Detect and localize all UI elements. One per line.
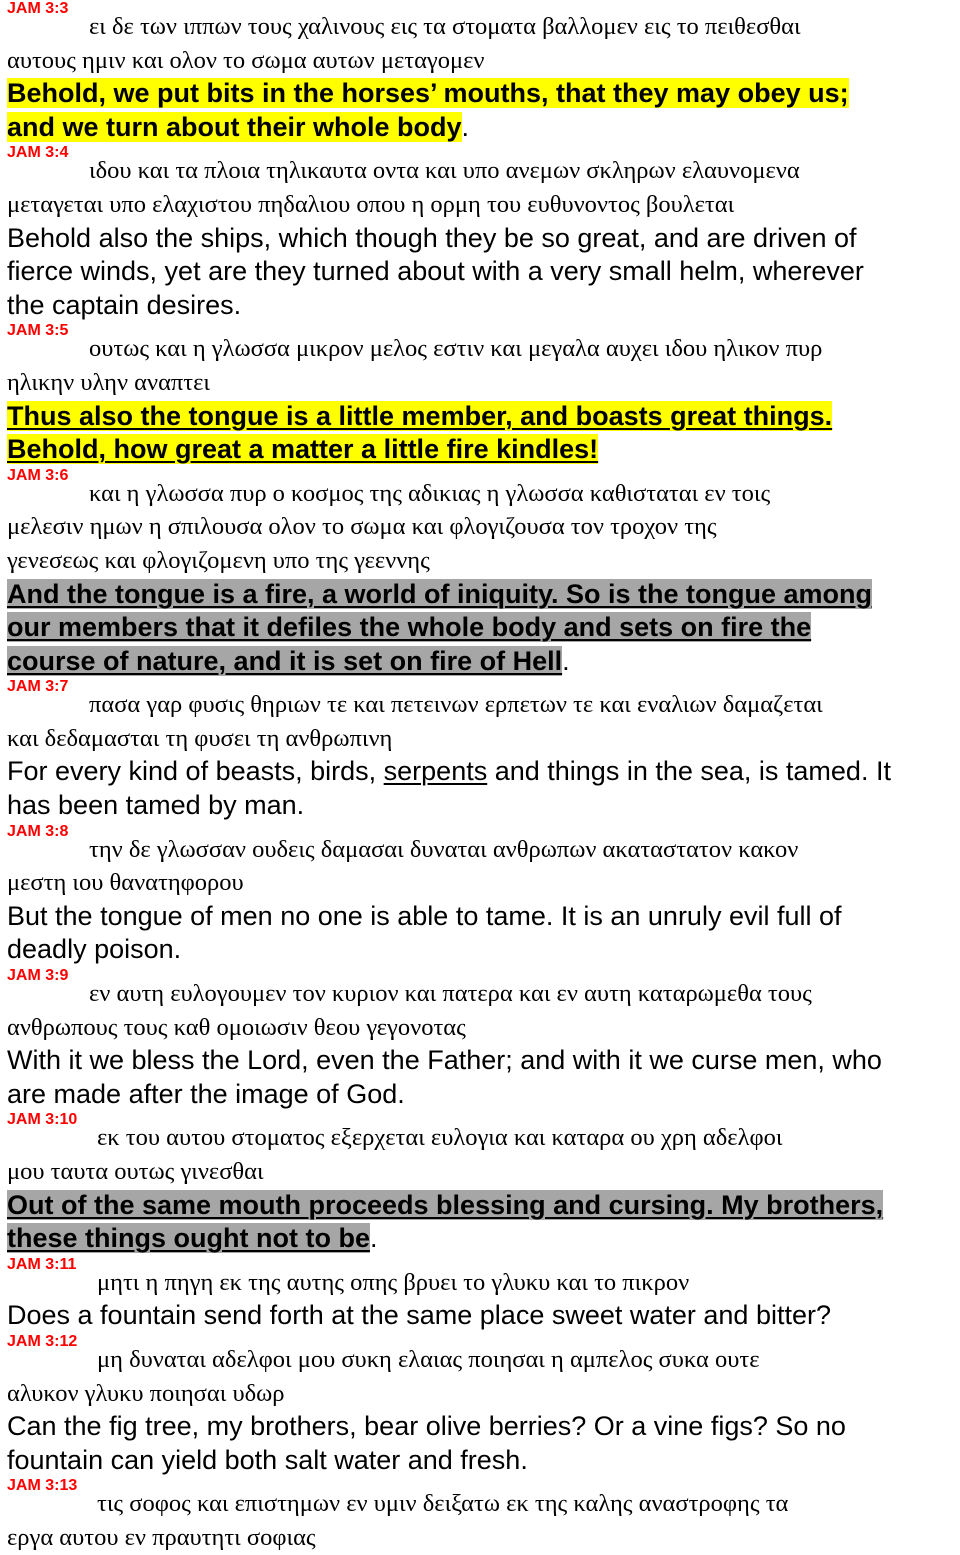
english-text-line: the captain desires.	[7, 289, 242, 320]
yellow-highlighted-text: Behold, how great a matter a little fire kindles!	[7, 434, 599, 465]
greek-text-line: ει δε των ιππων τους χαλινους εις τα στοματα βαλλομεν εις το πειθεσθαι	[89, 13, 801, 40]
greek-text-line: μεστη ιου θανατηφορου	[7, 869, 244, 897]
english-text-line: But the tongue of men no one is able to tame. It is an unruly evil full of	[7, 900, 842, 931]
verse-reference: JAM 3:13	[7, 1477, 78, 1495]
verse-reference: JAM 3:11	[7, 1255, 77, 1273]
greek-text-line: μελεσιν ημων η σπιλουσα ολον το σωμα και φλογιζουσα τον τροχον της	[7, 513, 717, 541]
yellow-highlighted-text: and we turn about their whole body	[7, 111, 462, 142]
english-text-line	[7, 578, 957, 612]
verse-block	[7, 0, 957, 144]
document-page	[7, 0, 957, 1555]
english-text-line: With it we bless the Lord, even the Father; and with it we curse men, who	[7, 1045, 882, 1076]
yellow-highlighted-text: Thus also the tongue is a little member, and boasts great things.	[7, 400, 833, 431]
underlined-word: serpents	[383, 756, 488, 787]
greek-text-line: μου ταυτα ουτως γινεσθαι	[7, 1158, 264, 1185]
greek-text-line: τις σοφος και επιστημων εν υμιν δειξατω εκ της καλης αναστροφης τα	[97, 1490, 789, 1518]
verse-reference: JAM 3:9	[7, 967, 69, 985]
greek-text-line: γενεσεως και φλογιζομενη υπο της γεεννης	[7, 546, 430, 574]
gray-highlighted-text: Out of the same mouth proceeds blessing and cursing. My brothers,	[7, 1189, 884, 1220]
english-text-line: fountain can yield both salt water and fresh.	[7, 1444, 528, 1475]
english-text-line	[7, 433, 957, 467]
greek-text-line: και η γλωσσα πυρ ο κοσμος της αδικιας η γλωσσα καθισταται εν τοις	[89, 479, 771, 507]
punctuation: .	[369, 1223, 378, 1254]
greek-text-line: ιδου και τα πλοια τηλικαυτα οντα και υπο ανεμων σκληρων ελαυνομενα	[89, 157, 800, 185]
verse-block	[7, 1333, 957, 1477]
english-text-line	[7, 755, 957, 789]
verse-reference: JAM 3:4	[7, 144, 69, 162]
verse-reference: JAM 3:8	[7, 822, 69, 840]
english-text-line: are made after the image of God.	[7, 1078, 405, 1109]
greek-text-line: ηλικην υλην αναπτει	[7, 368, 210, 396]
greek-text-line: αυτους ημιν και ολον το σωμα αυτων μεταγομεν	[7, 46, 485, 74]
greek-text-line: εργα αυτου εν πραυτητι σοφιας	[7, 1523, 316, 1551]
verse-reference: JAM 3:12	[7, 1332, 78, 1350]
english-text-segment: and things in the sea, is tamed. It	[487, 756, 891, 787]
greek-text-line: και δεδαμασται τη φυσει τη ανθρωπινη	[7, 724, 393, 752]
english-text-line	[7, 1189, 957, 1223]
english-text-line	[7, 645, 957, 679]
english-text-line	[7, 611, 957, 645]
greek-text-line: ουτως και η γλωσσα μικρον μελος εστιν και μεγαλα αυχει ιδου ηλικον πυρ	[89, 335, 823, 363]
verse-reference: JAM 3:10	[7, 1111, 78, 1129]
verse-reference: JAM 3:6	[7, 466, 69, 484]
verse-block	[7, 322, 957, 466]
gray-highlighted-text: course of nature, and it is set on fire of Hell	[7, 645, 563, 676]
english-text-line: Behold also the ships, which though they be so great, and are driven of	[7, 222, 857, 253]
english-text-line: fierce winds, yet are they turned about with a very small helm, wherever	[7, 256, 864, 287]
verse-block	[7, 467, 957, 679]
greek-text-line: μη δυναται αδελφοι μου συκη ελαιας ποιησαι η αμπελος συκα ουτε	[97, 1345, 760, 1373]
greek-text-line: εκ του αυτου στοματος εξερχεται ευλογια και καταρα ου χρη αδελφοι	[97, 1124, 783, 1152]
verse-block	[7, 678, 957, 822]
verse-block	[7, 1256, 957, 1333]
gray-highlighted-text: our members that it defiles the whole body and sets on fire the	[7, 612, 812, 643]
verse-block	[7, 144, 957, 322]
greek-text-line: μεταγεται υπο ελαχιστου πηδαλιου οπου η ορμη του ευθυνοντος βουλεται	[7, 190, 735, 218]
gray-highlighted-text: And the tongue is a fire, a world of iniquity. So is the tongue among	[7, 578, 873, 609]
verse-block	[7, 967, 957, 1111]
english-text-line: Does a fountain send forth at the same place sweet water and bitter?	[7, 1300, 831, 1331]
verse-block	[7, 823, 957, 967]
greek-text-line: την δε γλωσσαν ουδεις δαμασαι δυναται ανθρωπων ακαταστατον κακον	[89, 835, 799, 863]
verse-reference: JAM 3:3	[7, 0, 69, 17]
english-text-line: has been tamed by man.	[7, 790, 305, 821]
english-text-line: deadly poison.	[7, 934, 182, 965]
english-text-line	[7, 111, 957, 145]
english-text-line	[7, 1222, 957, 1256]
english-text-line	[7, 400, 957, 434]
punctuation: .	[461, 111, 470, 142]
greek-text-line: πασα γαρ φυσις θηριων τε και πετεινων ερπετων τε και εναλιων δαμαζεται	[89, 691, 823, 719]
gray-highlighted-text: these things ought not to be	[7, 1223, 370, 1254]
verse-block	[7, 1111, 957, 1255]
greek-text-line: μητι η πηγη εκ της αυτης οπης βρυει το γλυκυ και το πικρον	[97, 1268, 690, 1296]
english-text-line: Can the fig tree, my brothers, bear olive berries? Or a vine figs? So no	[7, 1411, 846, 1442]
yellow-highlighted-text: Behold, we put bits in the horses’ mouths, that they may obey us;	[7, 78, 849, 109]
verse-block	[7, 1477, 957, 1554]
greek-text-line: αλυκον γλυκυ ποιησαι υδωρ	[7, 1379, 285, 1407]
greek-text-line: εν αυτη ευλογουμεν τον κυριον και πατερα και εν αυτη καταρωμεθα τους	[89, 980, 812, 1008]
verse-reference: JAM 3:5	[7, 322, 69, 340]
punctuation: .	[562, 645, 570, 676]
english-text-line	[7, 77, 957, 111]
greek-text-line: ανθρωπους τους καθ ομοιωσιν θεου γεγονοτας	[7, 1013, 466, 1041]
english-text-segment: For every kind of beasts, birds,	[7, 756, 384, 787]
verse-reference: JAM 3:7	[7, 678, 69, 696]
